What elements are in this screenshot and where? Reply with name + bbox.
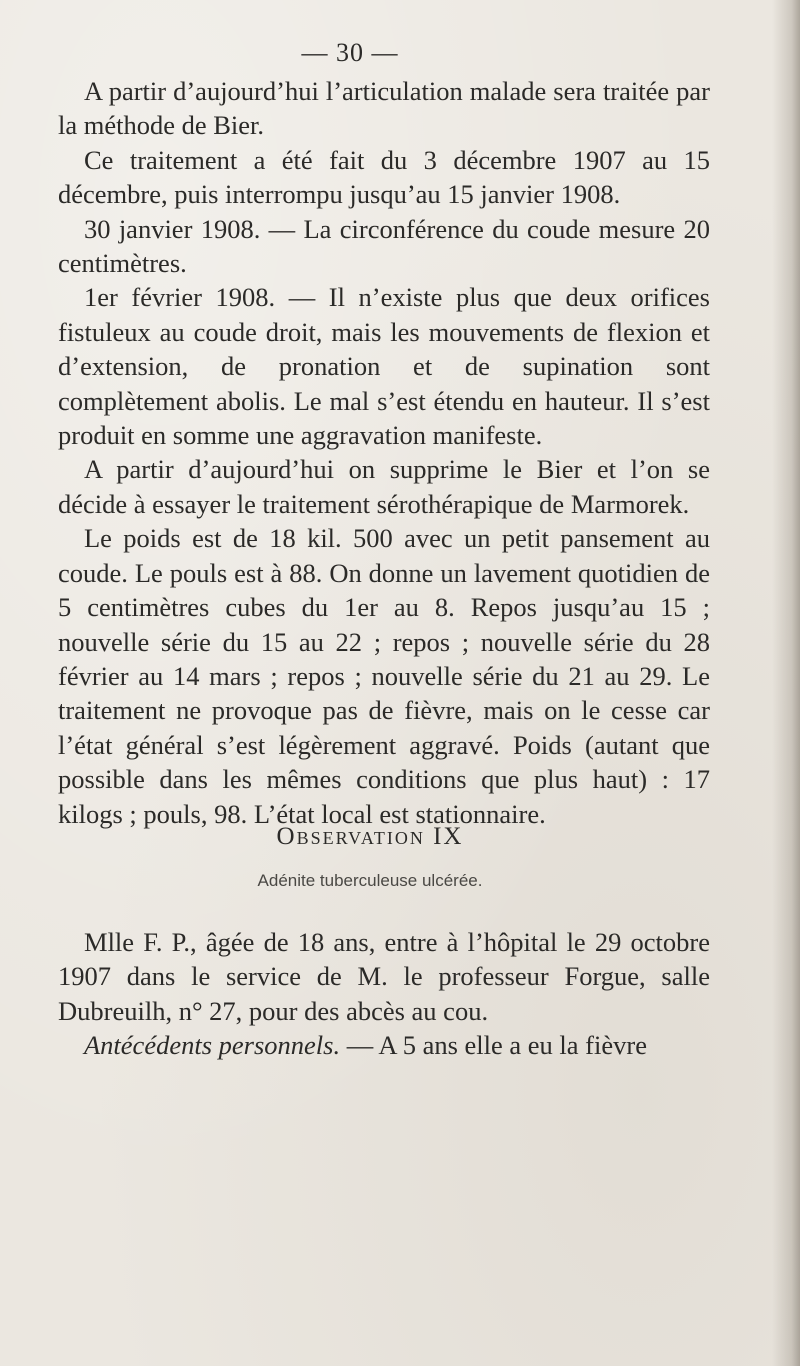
paragraph: A partir d’aujourd’hui l’articulation malade sera traitée par la méthode de Bier. bbox=[58, 76, 710, 141]
antecedents-label: Antécédents personnels. bbox=[84, 1030, 341, 1061]
paragraph: A partir d’aujourd’hui on supprime le Bier et l’on se décide à essayer le traitement sérothérapique de Marmorek. bbox=[58, 454, 710, 519]
page-edge-shadow bbox=[772, 0, 800, 1366]
paragraph: Mlle F. P., âgée de 18 ans, entre à l’hôpital le 29 octobre 1907 dans le service de M. le professeur Forgue, salle Dubreuilh, n° 27, pour des abcès au cou. bbox=[58, 927, 710, 1026]
page-number: — 30 — bbox=[301, 38, 399, 67]
observation-subtitle: Adénite tuberculeuse ulcérée. bbox=[257, 871, 483, 890]
paragraph bbox=[58, 1028, 710, 1062]
antecedents-text: — A 5 ans elle a eu la fièvre bbox=[340, 1030, 647, 1061]
paragraph: 1er février 1908. — Il n’existe plus que deux orifices fistuleux au coude droit, mais les mouvements de flexion et d’extension, de pronation et de supination sont complètement abolis. Le mal s’est étendu en hauteur. Il s’est produit en somme une aggravation manifeste. bbox=[58, 282, 710, 451]
paragraph: 30 janvier 1908. — La circonférence du coude mesure 20 centimètres. bbox=[58, 213, 710, 279]
paragraph: Ce traitement a été fait du 3 décembre 1907 au 15 décembre, puis interrompu jusqu’au 15 janvier 1908. bbox=[58, 144, 710, 210]
observation-text bbox=[58, 925, 710, 1063]
observation-title: Observation IX bbox=[276, 823, 464, 850]
body-text bbox=[58, 74, 710, 831]
paragraph: Le poids est de 18 kil. 500 avec un petit pansement au coude. Le pouls est à 88. On donne un lavement quotidien de 5 centimètres cubes du 1er au 8. Repos jusqu’au 15 ; nouvelle série du 15 au 22 ; repos ; nouvelle série du 28 février au 14 mars ; repos ; nouvelle série du 21 au 29. Le traitement ne provoque pas de fièvre, mais on le cesse car l’état général s’est légèrement aggravé. Poids (autant que possible dans les mêmes conditions que plus haut) : 17 kilogs ; pouls, 98. L’état local est stationnaire. bbox=[58, 523, 710, 829]
